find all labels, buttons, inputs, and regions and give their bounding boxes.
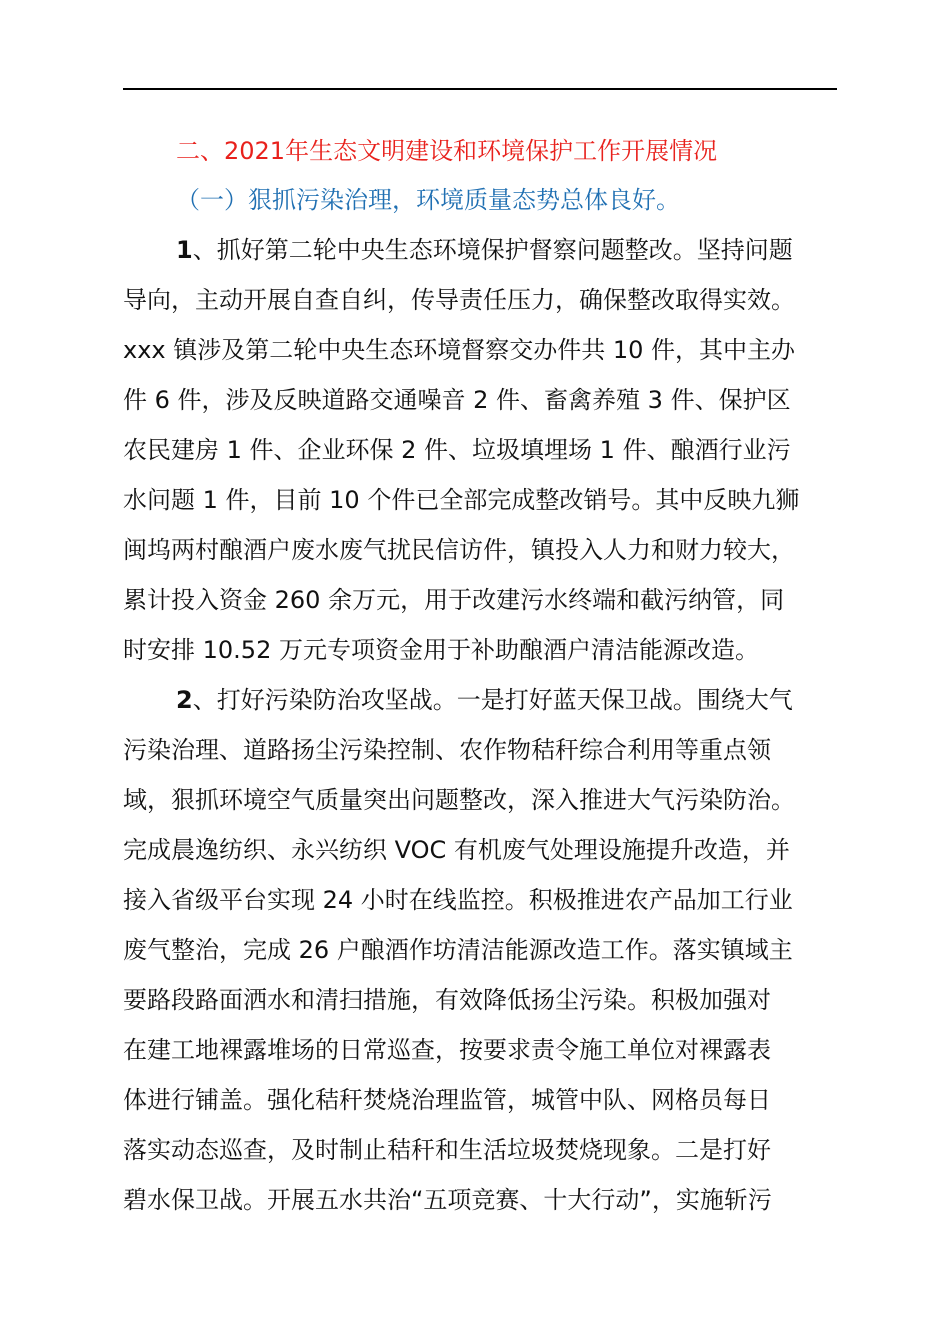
paragraph-2-line: 在建工地裸露堆场的日常巡查，按要求责令施工单位对裸露表 <box>123 1036 771 1064</box>
paragraph-1-line: 导向，主动开展自查自纠，传导责任压力，确保整改取得实效。 <box>123 286 795 314</box>
section-title: 二、2021年生态文明建设和环境保护工作开展情况 <box>176 137 718 165</box>
paragraph-1-number: 1 <box>176 236 193 264</box>
paragraph-2-line: 完成晨逸纺织、永兴纺织 VOC 有机废气处理设施提升改造，并 <box>123 836 790 864</box>
paragraph-1-line: 1、抓好第二轮中央生态环境保护督察问题整改。坚持问题 <box>176 236 793 264</box>
paragraph-2-line: 碧水保卫战。开展五水共治“五项竞赛、十大行动”，实施斩污 <box>123 1186 772 1214</box>
paragraph-1-line: 件 6 件，涉及反映道路交通噪音 2 件、畜禽养殖 3 件、保护区 <box>123 386 791 414</box>
paragraph-2-line: 废气整治，完成 26 户酿酒作坊清洁能源改造工作。落实镇域主 <box>123 936 793 964</box>
paragraph-2-line: 要路段路面洒水和清扫措施，有效降低扬尘污染。积极加强对 <box>123 986 771 1014</box>
paragraph-2-line: 体进行铺盖。强化秸秆焚烧治理监管，城管中队、网格员每日 <box>123 1086 771 1114</box>
paragraph-2-line: 2、打好污染防治攻坚战。一是打好蓝天保卫战。围绕大气 <box>176 686 793 714</box>
paragraph-1-line: 累计投入资金 260 余万元，用于改建污水终端和截污纳管，同 <box>123 586 785 614</box>
paragraph-2-line: 接入省级平台实现 24 小时在线监控。积极推进农产品加工行业 <box>123 886 793 914</box>
header-rule <box>123 88 837 90</box>
paragraph-1-line: 水问题 1 件，目前 10 个件已全部完成整改销号。其中反映九狮 <box>123 486 800 514</box>
paragraph-2-line: 落实动态巡查，及时制止秸秆和生活垃圾焚烧现象。二是打好 <box>123 1136 771 1164</box>
paragraph-1-line: 闽坞两村酿酒户废水废气扰民信访件，镇投入人力和财力较大， <box>123 536 795 564</box>
paragraph-2-line: 污染治理、道路扬尘污染控制、农作物秸秆综合利用等重点领 <box>123 736 771 764</box>
paragraph-1-line: 农民建房 1 件、企业环保 2 件、垃圾填埋场 1 件、酿酒行业污 <box>123 436 791 464</box>
paragraph-1-line: xxx 镇涉及第二轮中央生态环境督察交办件共 10 件，其中主办 <box>123 336 796 364</box>
paragraph-1-line: 时安排 10.52 万元专项资金用于补助酿酒户清洁能源改造。 <box>123 636 759 664</box>
paragraph-2-line: 域，狠抓环境空气质量突出问题整改，深入推进大气污染防治。 <box>123 786 795 814</box>
subsection-title: （一）狠抓污染治理，环境质量态势总体良好。 <box>176 186 680 214</box>
paragraph-2-number: 2 <box>176 686 193 714</box>
